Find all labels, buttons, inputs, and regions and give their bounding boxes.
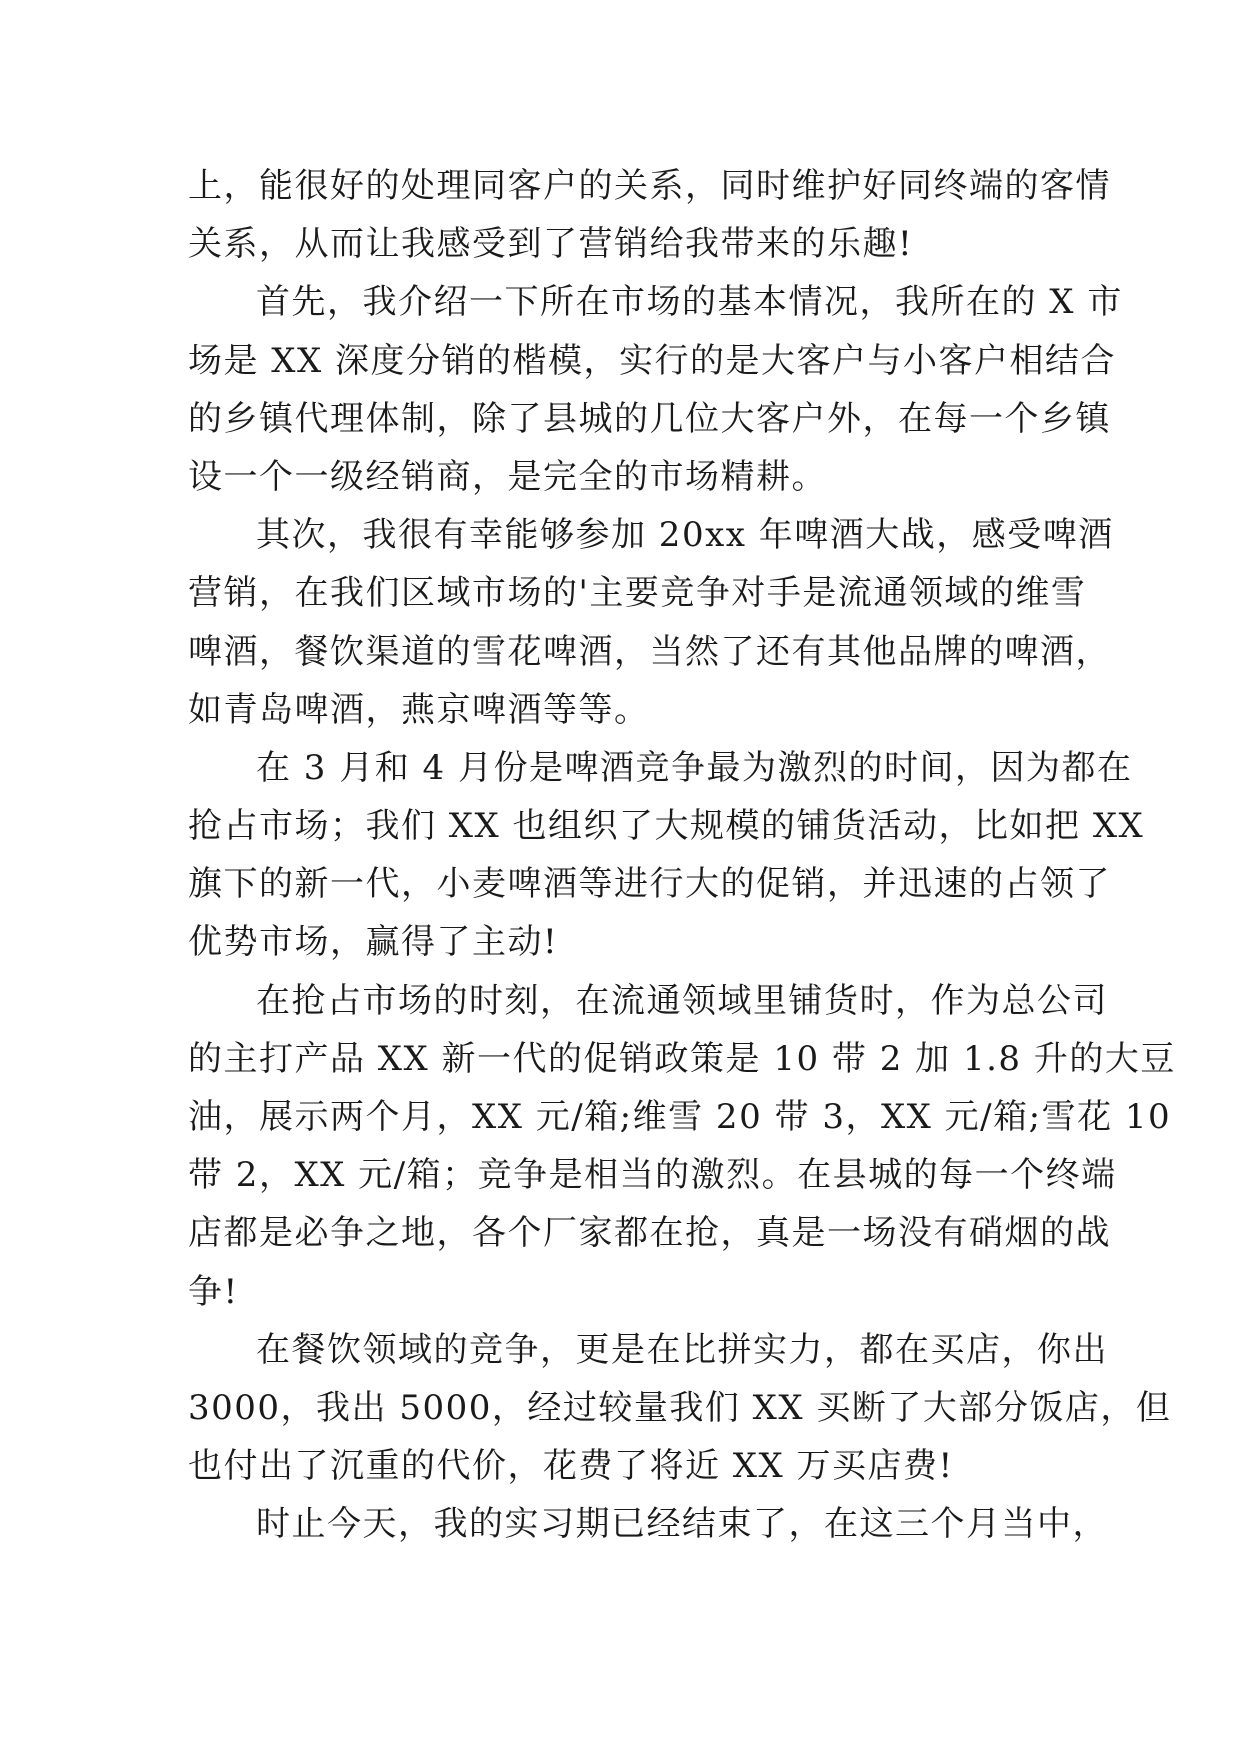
text-line: 争! bbox=[188, 1271, 239, 1312]
text-line: 的主打产品 XX 新一代的促销政策是 10 带 2 加 1.8 升的大豆 bbox=[188, 1038, 1176, 1079]
text-line: 3000，我出 5000，经过较量我们 XX 买断了大部分饭店，但 bbox=[188, 1387, 1172, 1428]
document-body bbox=[188, 157, 1176, 1554]
text-line: 旗下的新一代，小麦啤酒等进行大的促销，并迅速的占领了 bbox=[188, 864, 1111, 905]
text-line: 啤酒，餐饮渠道的雪花啤酒，当然了还有其他品牌的啤酒， bbox=[188, 631, 1111, 672]
text-line: 优势市场，赢得了主动! bbox=[188, 922, 559, 963]
text-line: 场是 XX 深度分销的楷模，实行的是大客户与小客户相结合 bbox=[188, 340, 1117, 381]
text-line: 油，展示两个月，XX 元/箱;维雪 20 带 3，XX 元/箱;雪花 10 bbox=[188, 1097, 1172, 1137]
text-line: 带 2，XX 元/箱；竞争是相当的激烈。在县城的每一个终端 bbox=[188, 1155, 1117, 1196]
text-line: 在抢占市场的时刻，在流通领域里铺货时，作为总公司 bbox=[256, 980, 1108, 1021]
text-line: 在餐饮领域的竞争，更是在比拼实力，都在买店，你出 bbox=[256, 1329, 1108, 1370]
text-line: 关系，从而让我感受到了营销给我带来的乐趣! bbox=[188, 224, 914, 265]
text-line: 其次，我很有幸能够参加 20xx 年啤酒大战，感受啤酒 bbox=[256, 515, 1114, 556]
text-line: 时止今天，我的实习期已经结束了，在这三个月当中， bbox=[256, 1504, 1108, 1545]
text-line: 店都是必争之地，各个厂家都在抢，真是一场没有硝烟的战 bbox=[188, 1213, 1111, 1254]
text-line: 营销，在我们区域市场的'主要竞争对手是流通领域的维雪 bbox=[188, 573, 1087, 614]
text-line: 如青岛啤酒，燕京啤酒等等。 bbox=[188, 689, 650, 730]
text-line: 抢占市场；我们 XX 也组织了大规模的铺货活动，比如把 XX bbox=[188, 806, 1145, 847]
text-line: 在 3 月和 4 月份是啤酒竞争最为激烈的时间，因为都在 bbox=[256, 747, 1133, 788]
text-line: 也付出了沉重的代价，花费了将近 XX 万买店费! bbox=[188, 1446, 954, 1487]
text-line: 上，能很好的处理同客户的关系，同时维护好同终端的客情 bbox=[188, 166, 1111, 206]
text-line: 首先，我介绍一下所在市场的基本情况，我所在的 X 市 bbox=[256, 282, 1123, 323]
text-line: 的乡镇代理体制，除了县城的几位大客户外，在每一个乡镇 bbox=[188, 398, 1111, 439]
text-line: 设一个一级经销商，是完全的市场精耕。 bbox=[188, 456, 827, 497]
